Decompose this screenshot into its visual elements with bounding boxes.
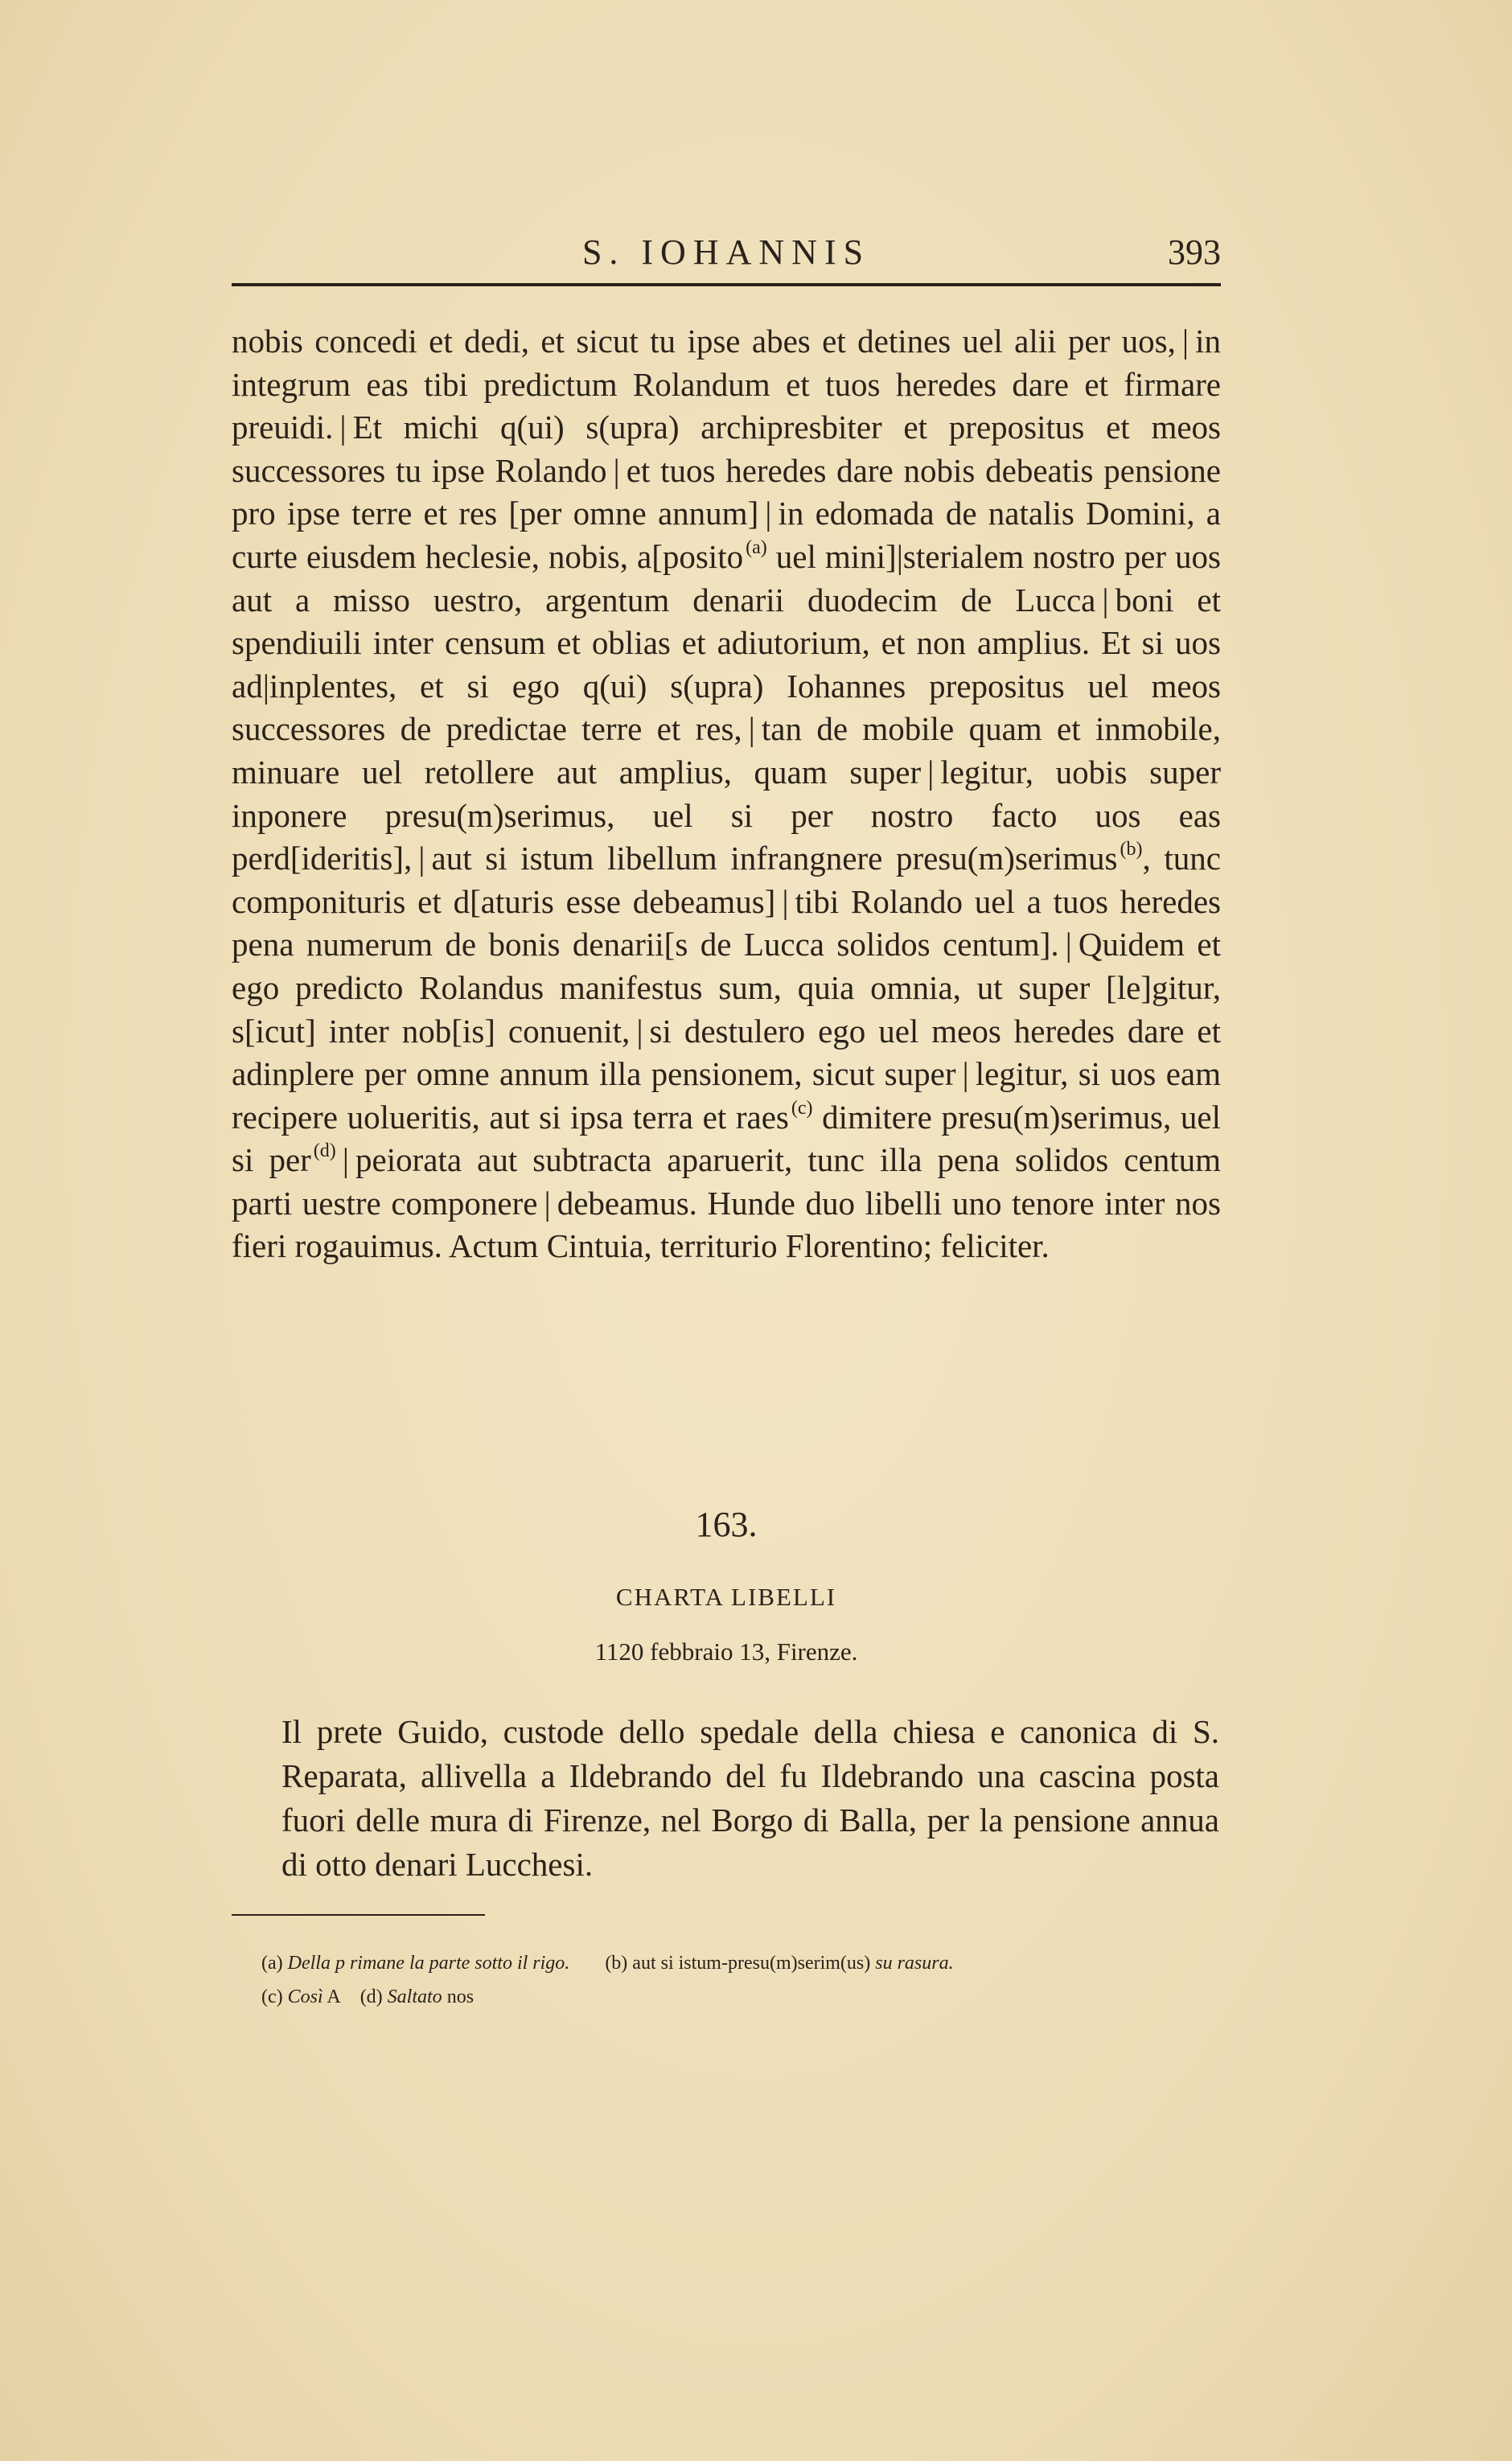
line-separator: | (782, 882, 789, 920)
charter-segment: sterialem nostro per uos aut a misso uestro, argentum denarii duodecim de Lucca (232, 537, 1222, 618)
footnote-text: aut si istum-presu(m)serim(us) (632, 1953, 871, 1974)
header-rule (232, 283, 1221, 286)
line-separator: | (765, 495, 772, 532)
charter-segment: aut si istum libellum infrangnere presu(m)serimus (431, 840, 1118, 877)
charter-segment: legitur, uobis super inponere presu(m)serimus, uel si per nostro facto uos eas perd[ideritis], (232, 753, 1221, 877)
charter-segment: Et michi q(ui) s(upra) archipresbiter et prepositus et meos successores tu ipse Rolando (232, 409, 1221, 489)
line-separator: | (418, 840, 425, 877)
footnote-ref-d: (d) (313, 1140, 336, 1162)
charter-text (232, 320, 1221, 1268)
footnote-text: A (327, 1986, 341, 2007)
footnote-text: nos (446, 1986, 475, 2007)
footnote-b (605, 1946, 953, 1980)
charter-segment: inplentes, et si ego q(ui) s(upra) Iohannes prepositus uel meos successores de predictae terre et res, (232, 667, 1221, 748)
charter-segment: in integrum eas tibi predictum Rolandum et tuos heredes dare et firmare preuidi. (232, 323, 1221, 446)
footnote-ref-c: (c) (791, 1097, 813, 1119)
charter-paragraph (232, 320, 1221, 1268)
footnote-a (261, 1946, 569, 1980)
charter-segment: boni et spendiuili inter censum et oblias et adiutorium, et non amplius. Et si uos ad (232, 581, 1221, 705)
document-number: 163. (695, 1505, 758, 1544)
footnote-text: Così (287, 1986, 323, 2007)
line-separator: | (1065, 926, 1072, 963)
footnote-mark: (d) (360, 1986, 383, 2007)
line-separator: | (342, 1141, 349, 1179)
line-separator: | (613, 451, 620, 489)
running-title: S. IOHANNIS (581, 232, 871, 272)
charter-segment: nobis concedi et dedi, et sicut tu ipse abes et detines uel alii per uos, (232, 323, 1176, 359)
footnote-text: Saltato (387, 1986, 442, 2007)
charter-segment: si destulero ego uel meos heredes dare et adinplere per omne annum illa pensionem, sicut super (232, 1012, 1221, 1093)
footnote-rule (232, 1914, 485, 1916)
line-separator: | (927, 753, 935, 791)
document-title: CHARTA LIBELLI (615, 1583, 837, 1611)
footnote-mark: (a) (261, 1953, 283, 1974)
footnote-ref-a: (a) (746, 536, 767, 558)
line-separator: | (1102, 581, 1109, 618)
charter-segment: tan de mobile quam et inmobile, minuare uel retollere aut amplius, quam super (232, 710, 1221, 791)
line-separator: | (896, 537, 903, 575)
line-separator: | (544, 1184, 551, 1222)
footnote-text: su rasura. (875, 1953, 954, 1974)
footnotes (261, 1946, 1226, 2014)
footnote-line (261, 1946, 1226, 1980)
charter-segment: et tuos heredes dare nobis debeatis pensione pro ipse terre et res [per omne annum] (232, 451, 1221, 532)
charter-segment: in edomada de natalis Domini, a curte eiusdem heclesie, nobis, a[posito (232, 495, 1221, 575)
line-separator: | (262, 667, 269, 705)
line-separator: | (962, 1055, 969, 1093)
page-number: 393 (1168, 232, 1221, 272)
footnote-ref-b: (b) (1120, 839, 1143, 861)
footnote-line (261, 1980, 1226, 2014)
footnote-mark: (c) (261, 1986, 283, 2007)
charter-segment: uel mini] (775, 537, 897, 575)
charter-segment: debeamus. Hunde duo libelli uno tenore inter nos fieri rogauimus. Actum Cintuia, territurio Florentino; feliciter. (232, 1184, 1221, 1265)
footnote-text: Della p rimane la parte sotto il rigo. (287, 1953, 570, 1974)
charter-segment: dimitere presu(m)serimus, uel si per (232, 1098, 1221, 1179)
line-separator: | (1181, 323, 1189, 359)
footnote-d (360, 1980, 474, 2014)
charter-segment: tibi Rolando uel a tuos heredes pena numerum de bonis denarii[s de Lucca solidos centum]. (232, 882, 1221, 963)
footnote-mark: (b) (605, 1953, 628, 1974)
footnote-c (261, 1980, 341, 2014)
page-header (232, 225, 1221, 273)
line-separator: | (748, 710, 755, 748)
document-summary: Il prete Guido, custode dello spedale della chiesa e canonica di S. Reparata, allivella a Ildebrando del fu Ildebrando una cascina posta fuori delle mura di Firenze, nel Borgo di Balla, per la pensione annua di otto denari Lucchesi. (281, 1713, 1219, 1883)
charter-segment: peiorata aut subtracta aparuerit, tunc illa pena solidos centum parti uestre componere (232, 1141, 1221, 1222)
document-date: 1120 febbraio 13, Firenze. (594, 1637, 858, 1666)
line-separator: | (636, 1012, 643, 1050)
charter-segment: legitur, si uos eam recipere uolueritis, aut si ipsa terra et raes (232, 1055, 1221, 1136)
charter-segment: Quidem et ego predicto Rolandus manifestus sum, quia omnia, ut super [le]gitur, s[icut] inter nob[is] conuenit, (232, 926, 1221, 1050)
charter-segment: , tunc componituris et d[aturis esse debeamus] (232, 840, 1221, 920)
line-separator: | (339, 409, 347, 446)
